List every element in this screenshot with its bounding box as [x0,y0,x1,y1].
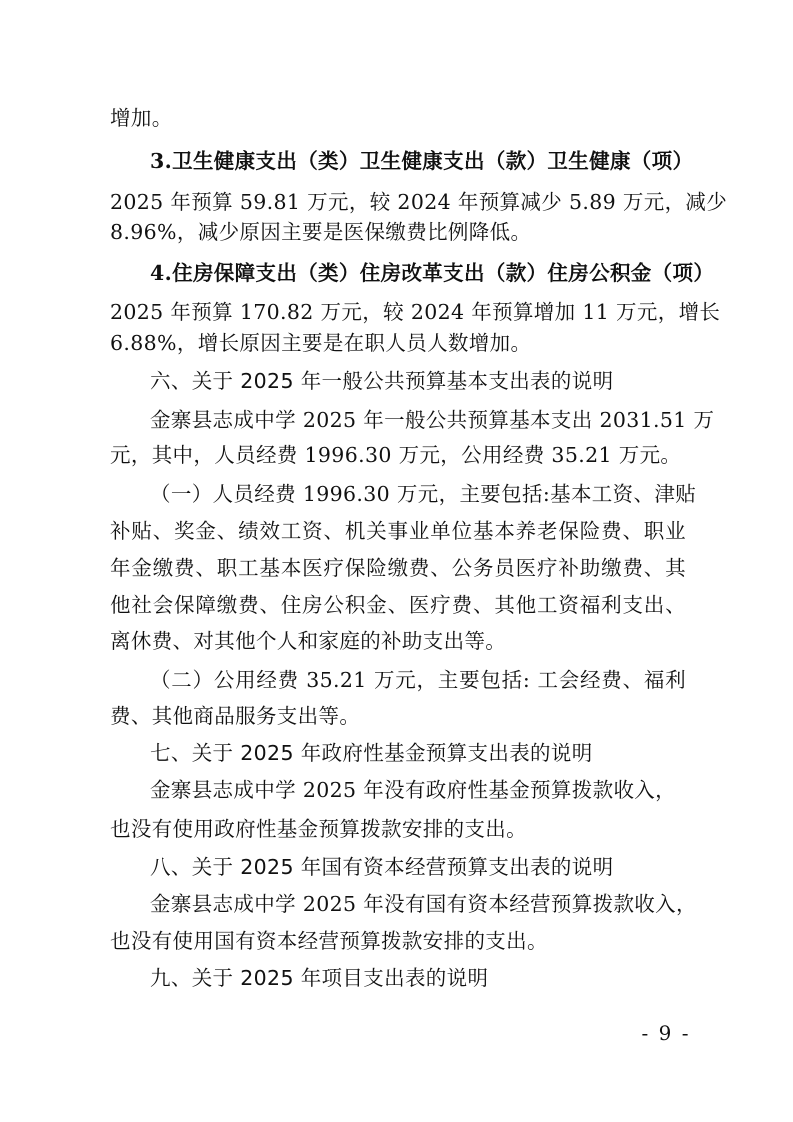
text-line: 元，其中，人员经费 1996.30 万元，公用经费 35.21 万元。 [110,443,682,467]
text-line: 也没有使用国有资本经营预算拨款安排的支出。 [110,929,548,953]
text-line: 他社会保障缴费、住房公积金、医疗费、其他工资福利支出、 [110,593,686,617]
page-number: - 9 - [641,1021,691,1045]
text-line: 也没有使用政府性基金预算拨款安排的支出。 [110,817,527,841]
section-heading-6: 六、关于 2025 年一般公共预算基本支出表的说明 [150,369,614,393]
text-line: 8.96%，减少原因主要是医保缴费比例降低。 [110,220,532,244]
text-line: 费、其他商品服务支出等。 [110,704,361,728]
text-line: 金寨县志成中学 2025 年一般公共预算基本支出 2031.51 万 [150,408,715,432]
personnel-cost-line: （一）人员经费 1996.30 万元，主要包括:基本工资、津贴 [150,482,697,506]
text-line: 离休费、对其他个人和家庭的补助支出等。 [110,629,507,653]
text-line: 增加。 [110,106,173,130]
text-line: 金寨县志成中学 2025 年没有政府性基金预算拨款收入， [150,778,677,802]
text-line: 6.88%，增长原因主要是在职人员人数增加。 [110,331,532,355]
public-cost-line: （二）公用经费 35.21 万元，主要包括: 工会经费、福利 [150,668,686,692]
text-line: 年金缴费、职工基本医疗保险缴费、公务员医疗补助缴费、其 [110,556,686,580]
subheading-housing: 4.住房保障支出（类）住房改革支出（款）住房公积金（项） [150,261,715,285]
section-heading-9: 九、关于 2025 年项目支出表的说明 [150,966,489,990]
section-heading-8: 八、关于 2025 年国有资本经营预算支出表的说明 [150,855,614,879]
text-line: 2025 年预算 59.81 万元，较 2024 年预算减少 5.89 万元，减少 [110,190,728,214]
text-line: 2025 年预算 170.82 万元，较 2024 年预算增加 11 万元，增长 [110,300,721,324]
subheading-health: 3.卫生健康支出（类）卫生健康支出（款）卫生健康（项） [150,149,694,173]
section-heading-7: 七、关于 2025 年政府性基金预算支出表的说明 [150,741,593,765]
text-line: 金寨县志成中学 2025 年没有国有资本经营预算拨款收入， [150,892,697,916]
text-line: 补贴、奖金、绩效工资、机关事业单位基本养老保险费、职业 [110,519,686,543]
